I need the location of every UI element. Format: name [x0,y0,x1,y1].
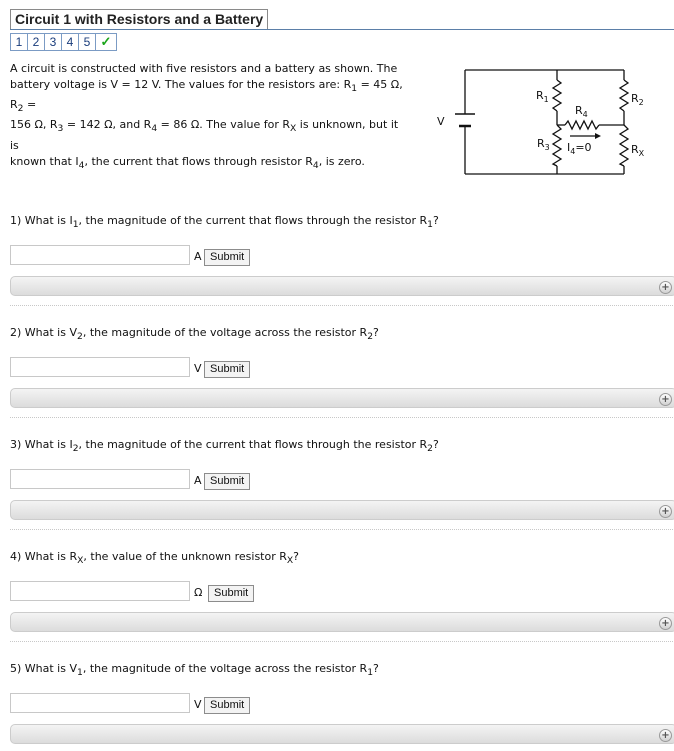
hint-bar-3[interactable] [10,500,674,520]
svg-text:R3: $R_3$ [537,137,550,152]
r1-zigzag [553,80,561,111]
hint-bar-5[interactable] [10,724,674,744]
question-5: 5) What is $V_1$, the magnitude of the voltage across the resistor $R_1$? [10,662,379,679]
answer-input-5[interactable] [10,693,190,713]
svg-text:I4=0: $I_4=0$ [567,141,592,156]
plus-circle-icon[interactable]: + [659,729,672,742]
plus-circle-icon[interactable]: + [659,281,672,294]
unit-label-5: V [194,698,202,711]
plus-circle-icon[interactable]: + [659,617,672,630]
submit-button-1[interactable]: Submit [204,249,250,266]
question-2: 2) What is $V_2$, the magnitude of the voltage across the resistor $R_2$? [10,326,379,343]
page-title: Circuit 1 with Resistors and a Battery [10,9,268,30]
submit-button-2[interactable]: Submit [204,361,250,378]
hint-bar-1[interactable] [10,276,674,296]
svg-text:R1: $R_1$ [536,89,549,104]
submit-button-5[interactable]: Submit [204,697,250,714]
answer-input-2[interactable] [10,357,190,377]
question-1: 1) What is $I_1$, the magnitude of the current that flows through the resistor $R_1$? [10,214,439,231]
part-tabs [10,33,116,51]
svg-text:R2: $R_2$ [631,92,644,107]
tab-4[interactable]: 4 [61,33,79,51]
plus-circle-icon[interactable]: + [659,393,672,406]
svg-text:R4: $R_4$ [575,104,588,119]
tab-3[interactable]: 3 [44,33,62,51]
answer-input-3[interactable] [10,469,190,489]
battery-label: V [437,115,445,128]
svg-text:RX: $R_X$ [631,143,645,158]
submit-button-3[interactable]: Submit [204,473,250,490]
question-3: 3) What is $I_2$, the magnitude of the current that flows through the resistor $R_2$? [10,438,439,455]
answer-input-1[interactable] [10,245,190,265]
divider [10,305,674,306]
r4-zigzag [565,121,599,129]
checkmark-icon[interactable]: ✓ [95,33,117,51]
unit-label-2: V [194,362,202,375]
divider [10,417,674,418]
r2-zigzag [620,80,628,111]
circuit-diagram [425,62,655,184]
problem-statement: A circuit is constructed with five resistors and a battery as shown. The battery voltage is V = 12 V. The values for the resistors are: $R_1 = 45$ Ω, $R_2$ = 156 Ω, $R_3 = 142$ Ω, and $R_4 = 86$ Ω. The value for $R_X$ is unknown, but it is known that $I_4$, the current that flows through resistor $R_4$, is zero. [10,62,403,171]
unit-label-3: A [194,474,202,487]
unit-label-1: A [194,250,202,263]
rx-zigzag [620,125,628,166]
hint-bar-2[interactable] [10,388,674,408]
tab-5[interactable]: 5 [78,33,96,51]
unit-label-4: Ω [194,586,203,599]
hint-bar-4[interactable] [10,612,674,632]
divider [10,641,674,642]
tab-1[interactable]: 1 [10,33,28,51]
submit-button-4[interactable]: Submit [208,585,254,602]
title-divider [10,29,674,30]
question-4: 4) What is $R_X$, the value of the unknown resistor $R_X$? [10,550,300,567]
tab-2[interactable]: 2 [27,33,45,51]
r3-zigzag [553,125,561,166]
divider [10,529,674,530]
plus-circle-icon[interactable]: + [659,505,672,518]
answer-input-4[interactable] [10,581,190,601]
